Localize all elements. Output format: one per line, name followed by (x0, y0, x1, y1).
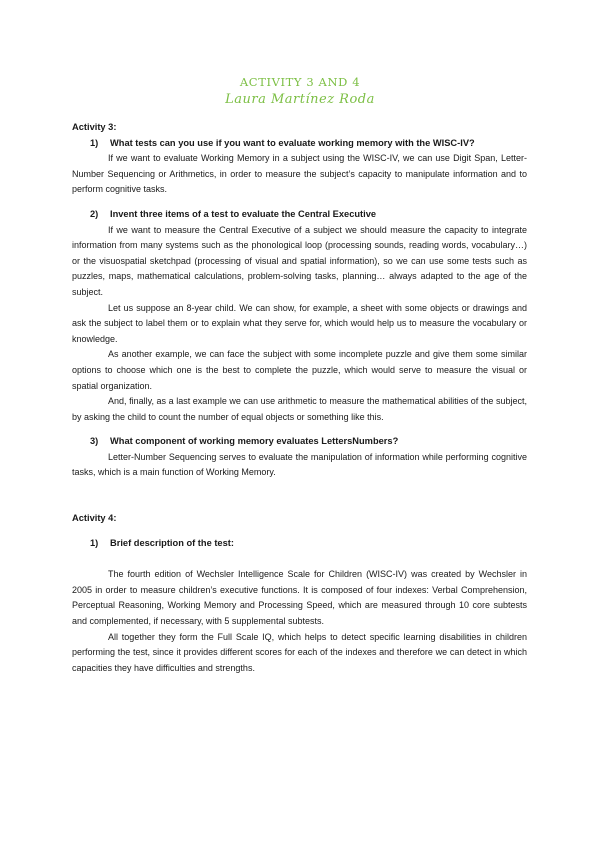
paragraph: Let us suppose an 8-year child. We can show, for example, a sheet with some objects or drawings and ask the subject to label them or to explain what they serve for, which would help us to measure the vocabulary or knowledge. (72, 302, 527, 344)
activity-3-heading: Activity 3: (72, 122, 117, 132)
activity-3-question-1 (72, 136, 527, 152)
paragraph: If we want to evaluate Working Memory in a subject using the WISC-IV, we can use Digit Span, Letter-Number Sequencing or Arithmetics, in order to measure the subject’s capacity to manipulate information and to perform cognitive tasks. (72, 153, 527, 195)
paragraph: As another example, we can face the subject with some incomplete puzzle and give them some similar options to choose which one is the best to complete the puzzle, which would serve to measure the visual or spatial organization. (72, 349, 527, 391)
author-name: Laura Martínez Roda (225, 92, 375, 107)
document-title: ACTIVITY 3 AND 4 (239, 75, 361, 89)
question-number: 3) (90, 436, 99, 447)
question-number: 1) (90, 137, 99, 148)
title-block (0, 74, 600, 109)
activity-4-heading: Activity 4: (72, 513, 117, 524)
paragraph: All together they form the Full Scale IQ, which helps to detect specific learning disabilities in children performing the test, since it provides different scores for each of the indexes and therefore we can detect in which capacities they have difficulties and strengths. (72, 631, 527, 673)
activity-3-question-2 (72, 207, 527, 223)
question-text: What tests can you use if you want to evaluate working memory with the WISC-IV? (110, 137, 475, 148)
paragraph: Letter-Number Sequencing serves to evaluate the manipulation of information while performing cognitive tasks, which is a main function of Working Memory. (72, 451, 527, 478)
activity-4-question-1 (72, 536, 527, 552)
question-number: 2) (90, 208, 99, 219)
paragraph: The fourth edition of Wechsler Intelligence Scale for Children (WISC-IV) was created by Wechsler in 2005 in order to measure children’s executive functions. It is composed of four indexes: Verbal Comprehension, Perceptual Reasoning, Working Memory and Processing Speed, which are measured through 10 core subtests and complemented, if necessary, with 5 supplemental subtests. (72, 569, 527, 627)
question-number: 1) (90, 537, 99, 548)
document-body (72, 120, 527, 676)
paragraph: If we want to measure the Central Executive of a subject we should measure the capacity to integrate information from many systems such as the phonological loop (processing sounds, reading words, vocabulary…) or the visuospatial sketchpad (processing of visual and spatial information), so we can use some tests such as puzzles, maps, mathematical calculations, problem-solving tasks, planning… always adapted to the age of the subject. (72, 224, 527, 297)
question-text: Brief description of the test: (110, 537, 234, 548)
paragraph: And, finally, as a last example we can use arithmetic to measure the mathematical abilities of the subject, by asking the child to count the number of equal objects or something like this. (72, 396, 527, 422)
question-text: Invent three items of a test to evaluate the Central Executive (110, 208, 377, 219)
activity-3-question-3 (72, 434, 527, 450)
question-text: What component of working memory evaluates LettersNumbers? (110, 436, 399, 447)
